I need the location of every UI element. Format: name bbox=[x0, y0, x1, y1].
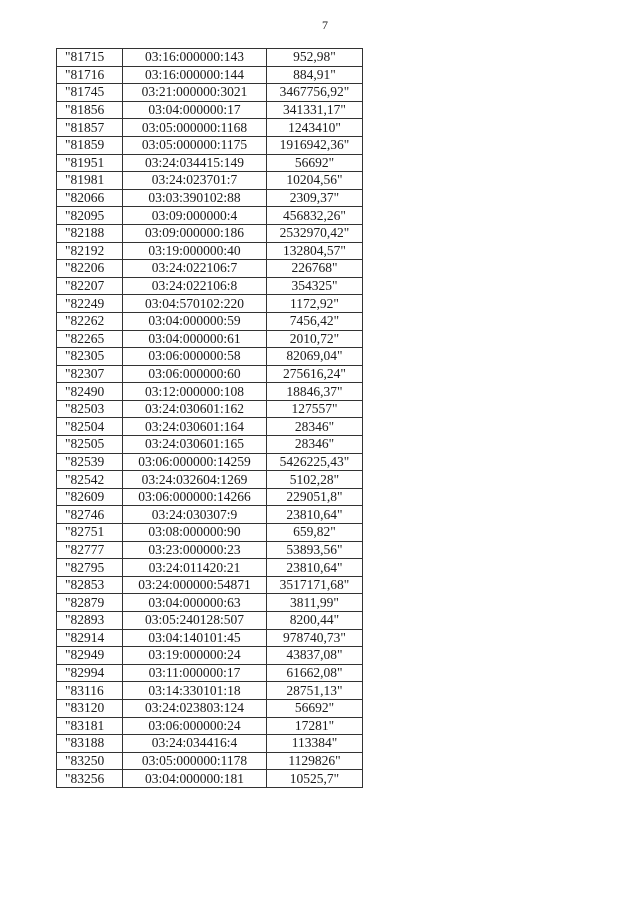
cadastral-number-cell: 03:11:000000:17 bbox=[123, 664, 267, 682]
row-id-cell: "82542 bbox=[57, 471, 123, 489]
row-id-cell: "82265 bbox=[57, 330, 123, 348]
cadastral-number-cell: 03:24:034415:149 bbox=[123, 154, 267, 172]
table-row bbox=[57, 717, 363, 735]
value-cell: 43837,08" bbox=[267, 647, 363, 665]
table-row bbox=[57, 594, 363, 612]
cadastral-number-cell: 03:04:000000:181 bbox=[123, 770, 267, 788]
value-cell: 8200,44" bbox=[267, 612, 363, 630]
value-cell: 5102,28" bbox=[267, 471, 363, 489]
cadastral-number-cell: 03:09:000000:186 bbox=[123, 224, 267, 242]
value-cell: 23810,64" bbox=[267, 559, 363, 577]
row-id-cell: "82249 bbox=[57, 295, 123, 313]
row-id-cell: "82207 bbox=[57, 277, 123, 295]
table-row bbox=[57, 312, 363, 330]
table-row bbox=[57, 664, 363, 682]
table-body bbox=[57, 49, 363, 788]
row-id-cell: "82994 bbox=[57, 664, 123, 682]
cadastral-number-cell: 03:24:032604:1269 bbox=[123, 471, 267, 489]
value-cell: 56692" bbox=[267, 154, 363, 172]
cadastral-number-cell: 03:06:000000:60 bbox=[123, 365, 267, 383]
value-cell: 1129826" bbox=[267, 752, 363, 770]
cadastral-number-cell: 03:24:030307:9 bbox=[123, 506, 267, 524]
table-row bbox=[57, 277, 363, 295]
row-id-cell: "82307 bbox=[57, 365, 123, 383]
table-row bbox=[57, 752, 363, 770]
cadastral-number-cell: 03:05:240128:507 bbox=[123, 612, 267, 630]
value-cell: 354325" bbox=[267, 277, 363, 295]
table-row bbox=[57, 682, 363, 700]
row-id-cell: "83188 bbox=[57, 735, 123, 753]
table-row bbox=[57, 541, 363, 559]
row-id-cell: "83250 bbox=[57, 752, 123, 770]
value-cell: 53893,56" bbox=[267, 541, 363, 559]
cadastral-number-cell: 03:03:390102:88 bbox=[123, 189, 267, 207]
table-row bbox=[57, 66, 363, 84]
cadastral-number-cell: 03:12:000000:108 bbox=[123, 383, 267, 401]
value-cell: 2309,37" bbox=[267, 189, 363, 207]
value-cell: 82069,04" bbox=[267, 348, 363, 366]
table-row bbox=[57, 506, 363, 524]
value-cell: 275616,24" bbox=[267, 365, 363, 383]
row-id-cell: "82893 bbox=[57, 612, 123, 630]
value-cell: 1243410" bbox=[267, 119, 363, 137]
table-row bbox=[57, 770, 363, 788]
table-row bbox=[57, 84, 363, 102]
row-id-cell: "81856 bbox=[57, 101, 123, 119]
value-cell: 1916942,36" bbox=[267, 136, 363, 154]
table-row bbox=[57, 436, 363, 454]
cadastral-number-cell: 03:24:022106:8 bbox=[123, 277, 267, 295]
row-id-cell: "82490 bbox=[57, 383, 123, 401]
cadastral-number-cell: 03:23:000000:23 bbox=[123, 541, 267, 559]
table-row bbox=[57, 471, 363, 489]
cadastral-number-cell: 03:06:000000:24 bbox=[123, 717, 267, 735]
table-row bbox=[57, 207, 363, 225]
value-cell: 229051,8" bbox=[267, 488, 363, 506]
table-row bbox=[57, 101, 363, 119]
row-id-cell: "81981 bbox=[57, 172, 123, 190]
cadastral-number-cell: 03:16:000000:143 bbox=[123, 49, 267, 67]
value-cell: 23810,64" bbox=[267, 506, 363, 524]
value-cell: 3467756,92" bbox=[267, 84, 363, 102]
cadastral-number-cell: 03:04:000000:61 bbox=[123, 330, 267, 348]
cadastral-number-cell: 03:04:000000:17 bbox=[123, 101, 267, 119]
value-cell: 978740,73" bbox=[267, 629, 363, 647]
cadastral-number-cell: 03:16:000000:144 bbox=[123, 66, 267, 84]
cadastral-number-cell: 03:24:030601:165 bbox=[123, 436, 267, 454]
row-id-cell: "82746 bbox=[57, 506, 123, 524]
value-cell: 659,82" bbox=[267, 524, 363, 542]
table-row bbox=[57, 242, 363, 260]
row-id-cell: "82504 bbox=[57, 418, 123, 436]
row-id-cell: "81716 bbox=[57, 66, 123, 84]
table-row bbox=[57, 119, 363, 137]
cadastral-number-cell: 03:05:000000:1175 bbox=[123, 136, 267, 154]
row-id-cell: "82262 bbox=[57, 312, 123, 330]
cadastral-number-cell: 03:04:140101:45 bbox=[123, 629, 267, 647]
value-cell: 1172,92" bbox=[267, 295, 363, 313]
row-id-cell: "83256 bbox=[57, 770, 123, 788]
row-id-cell: "81715 bbox=[57, 49, 123, 67]
table-row bbox=[57, 418, 363, 436]
value-cell: 341331,17" bbox=[267, 101, 363, 119]
row-id-cell: "82949 bbox=[57, 647, 123, 665]
cadastral-number-cell: 03:19:000000:40 bbox=[123, 242, 267, 260]
cadastral-number-cell: 03:24:023803:124 bbox=[123, 699, 267, 717]
cadastral-number-cell: 03:06:000000:14259 bbox=[123, 453, 267, 471]
row-id-cell: "83116 bbox=[57, 682, 123, 700]
value-cell: 132804,57" bbox=[267, 242, 363, 260]
row-id-cell: "82206 bbox=[57, 260, 123, 278]
table-row bbox=[57, 136, 363, 154]
value-cell: 2010,72" bbox=[267, 330, 363, 348]
row-id-cell: "81745 bbox=[57, 84, 123, 102]
table-row bbox=[57, 224, 363, 242]
value-cell: 5426225,43" bbox=[267, 453, 363, 471]
row-id-cell: "82853 bbox=[57, 576, 123, 594]
table-row bbox=[57, 559, 363, 577]
value-cell: 7456,42" bbox=[267, 312, 363, 330]
row-id-cell: "83120 bbox=[57, 699, 123, 717]
row-id-cell: "82879 bbox=[57, 594, 123, 612]
table-row bbox=[57, 735, 363, 753]
value-cell: 952,98" bbox=[267, 49, 363, 67]
cadastral-number-cell: 03:09:000000:4 bbox=[123, 207, 267, 225]
table-row bbox=[57, 453, 363, 471]
table-row bbox=[57, 647, 363, 665]
page-number: 7 bbox=[322, 18, 328, 32]
table-row bbox=[57, 576, 363, 594]
value-cell: 28751,13" bbox=[267, 682, 363, 700]
cadastral-number-cell: 03:06:000000:14266 bbox=[123, 488, 267, 506]
table-row bbox=[57, 699, 363, 717]
cadastral-number-cell: 03:24:030601:162 bbox=[123, 400, 267, 418]
table-row bbox=[57, 172, 363, 190]
cadastral-number-cell: 03:24:022106:7 bbox=[123, 260, 267, 278]
cadastral-number-cell: 03:21:000000:3021 bbox=[123, 84, 267, 102]
table-row bbox=[57, 348, 363, 366]
table-row bbox=[57, 330, 363, 348]
cadastral-number-cell: 03:24:030601:164 bbox=[123, 418, 267, 436]
value-cell: 226768" bbox=[267, 260, 363, 278]
row-id-cell: "81859 bbox=[57, 136, 123, 154]
value-cell: 10525,7" bbox=[267, 770, 363, 788]
table-row bbox=[57, 295, 363, 313]
row-id-cell: "82539 bbox=[57, 453, 123, 471]
cadastral-number-cell: 03:24:000000:54871 bbox=[123, 576, 267, 594]
cadastral-number-cell: 03:06:000000:58 bbox=[123, 348, 267, 366]
value-cell: 127557" bbox=[267, 400, 363, 418]
row-id-cell: "82751 bbox=[57, 524, 123, 542]
cadastral-number-cell: 03:24:023701:7 bbox=[123, 172, 267, 190]
table-row bbox=[57, 365, 363, 383]
row-id-cell: "82505 bbox=[57, 436, 123, 454]
table-row bbox=[57, 524, 363, 542]
value-cell: 18846,37" bbox=[267, 383, 363, 401]
row-id-cell: "82305 bbox=[57, 348, 123, 366]
row-id-cell: "82066 bbox=[57, 189, 123, 207]
row-id-cell: "82795 bbox=[57, 559, 123, 577]
cadastral-number-cell: 03:24:011420:21 bbox=[123, 559, 267, 577]
row-id-cell: "82188 bbox=[57, 224, 123, 242]
row-id-cell: "82914 bbox=[57, 629, 123, 647]
data-table bbox=[56, 48, 363, 788]
row-id-cell: "82503 bbox=[57, 400, 123, 418]
value-cell: 3811,99" bbox=[267, 594, 363, 612]
cadastral-number-cell: 03:05:000000:1178 bbox=[123, 752, 267, 770]
cadastral-number-cell: 03:05:000000:1168 bbox=[123, 119, 267, 137]
table-row bbox=[57, 189, 363, 207]
cadastral-number-cell: 03:04:000000:63 bbox=[123, 594, 267, 612]
table-row bbox=[57, 260, 363, 278]
cadastral-number-cell: 03:14:330101:18 bbox=[123, 682, 267, 700]
value-cell: 61662,08" bbox=[267, 664, 363, 682]
table-row bbox=[57, 400, 363, 418]
row-id-cell: "81951 bbox=[57, 154, 123, 172]
value-cell: 10204,56" bbox=[267, 172, 363, 190]
value-cell: 28346" bbox=[267, 418, 363, 436]
table-row bbox=[57, 629, 363, 647]
cadastral-number-cell: 03:04:000000:59 bbox=[123, 312, 267, 330]
value-cell: 3517171,68" bbox=[267, 576, 363, 594]
table-row bbox=[57, 612, 363, 630]
cadastral-number-cell: 03:04:570102:220 bbox=[123, 295, 267, 313]
row-id-cell: "83181 bbox=[57, 717, 123, 735]
table-row bbox=[57, 383, 363, 401]
value-cell: 456832,26" bbox=[267, 207, 363, 225]
cadastral-number-cell: 03:24:034416:4 bbox=[123, 735, 267, 753]
table-row bbox=[57, 488, 363, 506]
value-cell: 17281" bbox=[267, 717, 363, 735]
row-id-cell: "81857 bbox=[57, 119, 123, 137]
row-id-cell: "82095 bbox=[57, 207, 123, 225]
cadastral-number-cell: 03:19:000000:24 bbox=[123, 647, 267, 665]
table-row bbox=[57, 154, 363, 172]
value-cell: 884,91" bbox=[267, 66, 363, 84]
cadastral-number-cell: 03:08:000000:90 bbox=[123, 524, 267, 542]
value-cell: 2532970,42" bbox=[267, 224, 363, 242]
row-id-cell: "82609 bbox=[57, 488, 123, 506]
value-cell: 28346" bbox=[267, 436, 363, 454]
row-id-cell: "82777 bbox=[57, 541, 123, 559]
value-cell: 113384" bbox=[267, 735, 363, 753]
table-row bbox=[57, 49, 363, 67]
row-id-cell: "82192 bbox=[57, 242, 123, 260]
value-cell: 56692" bbox=[267, 699, 363, 717]
